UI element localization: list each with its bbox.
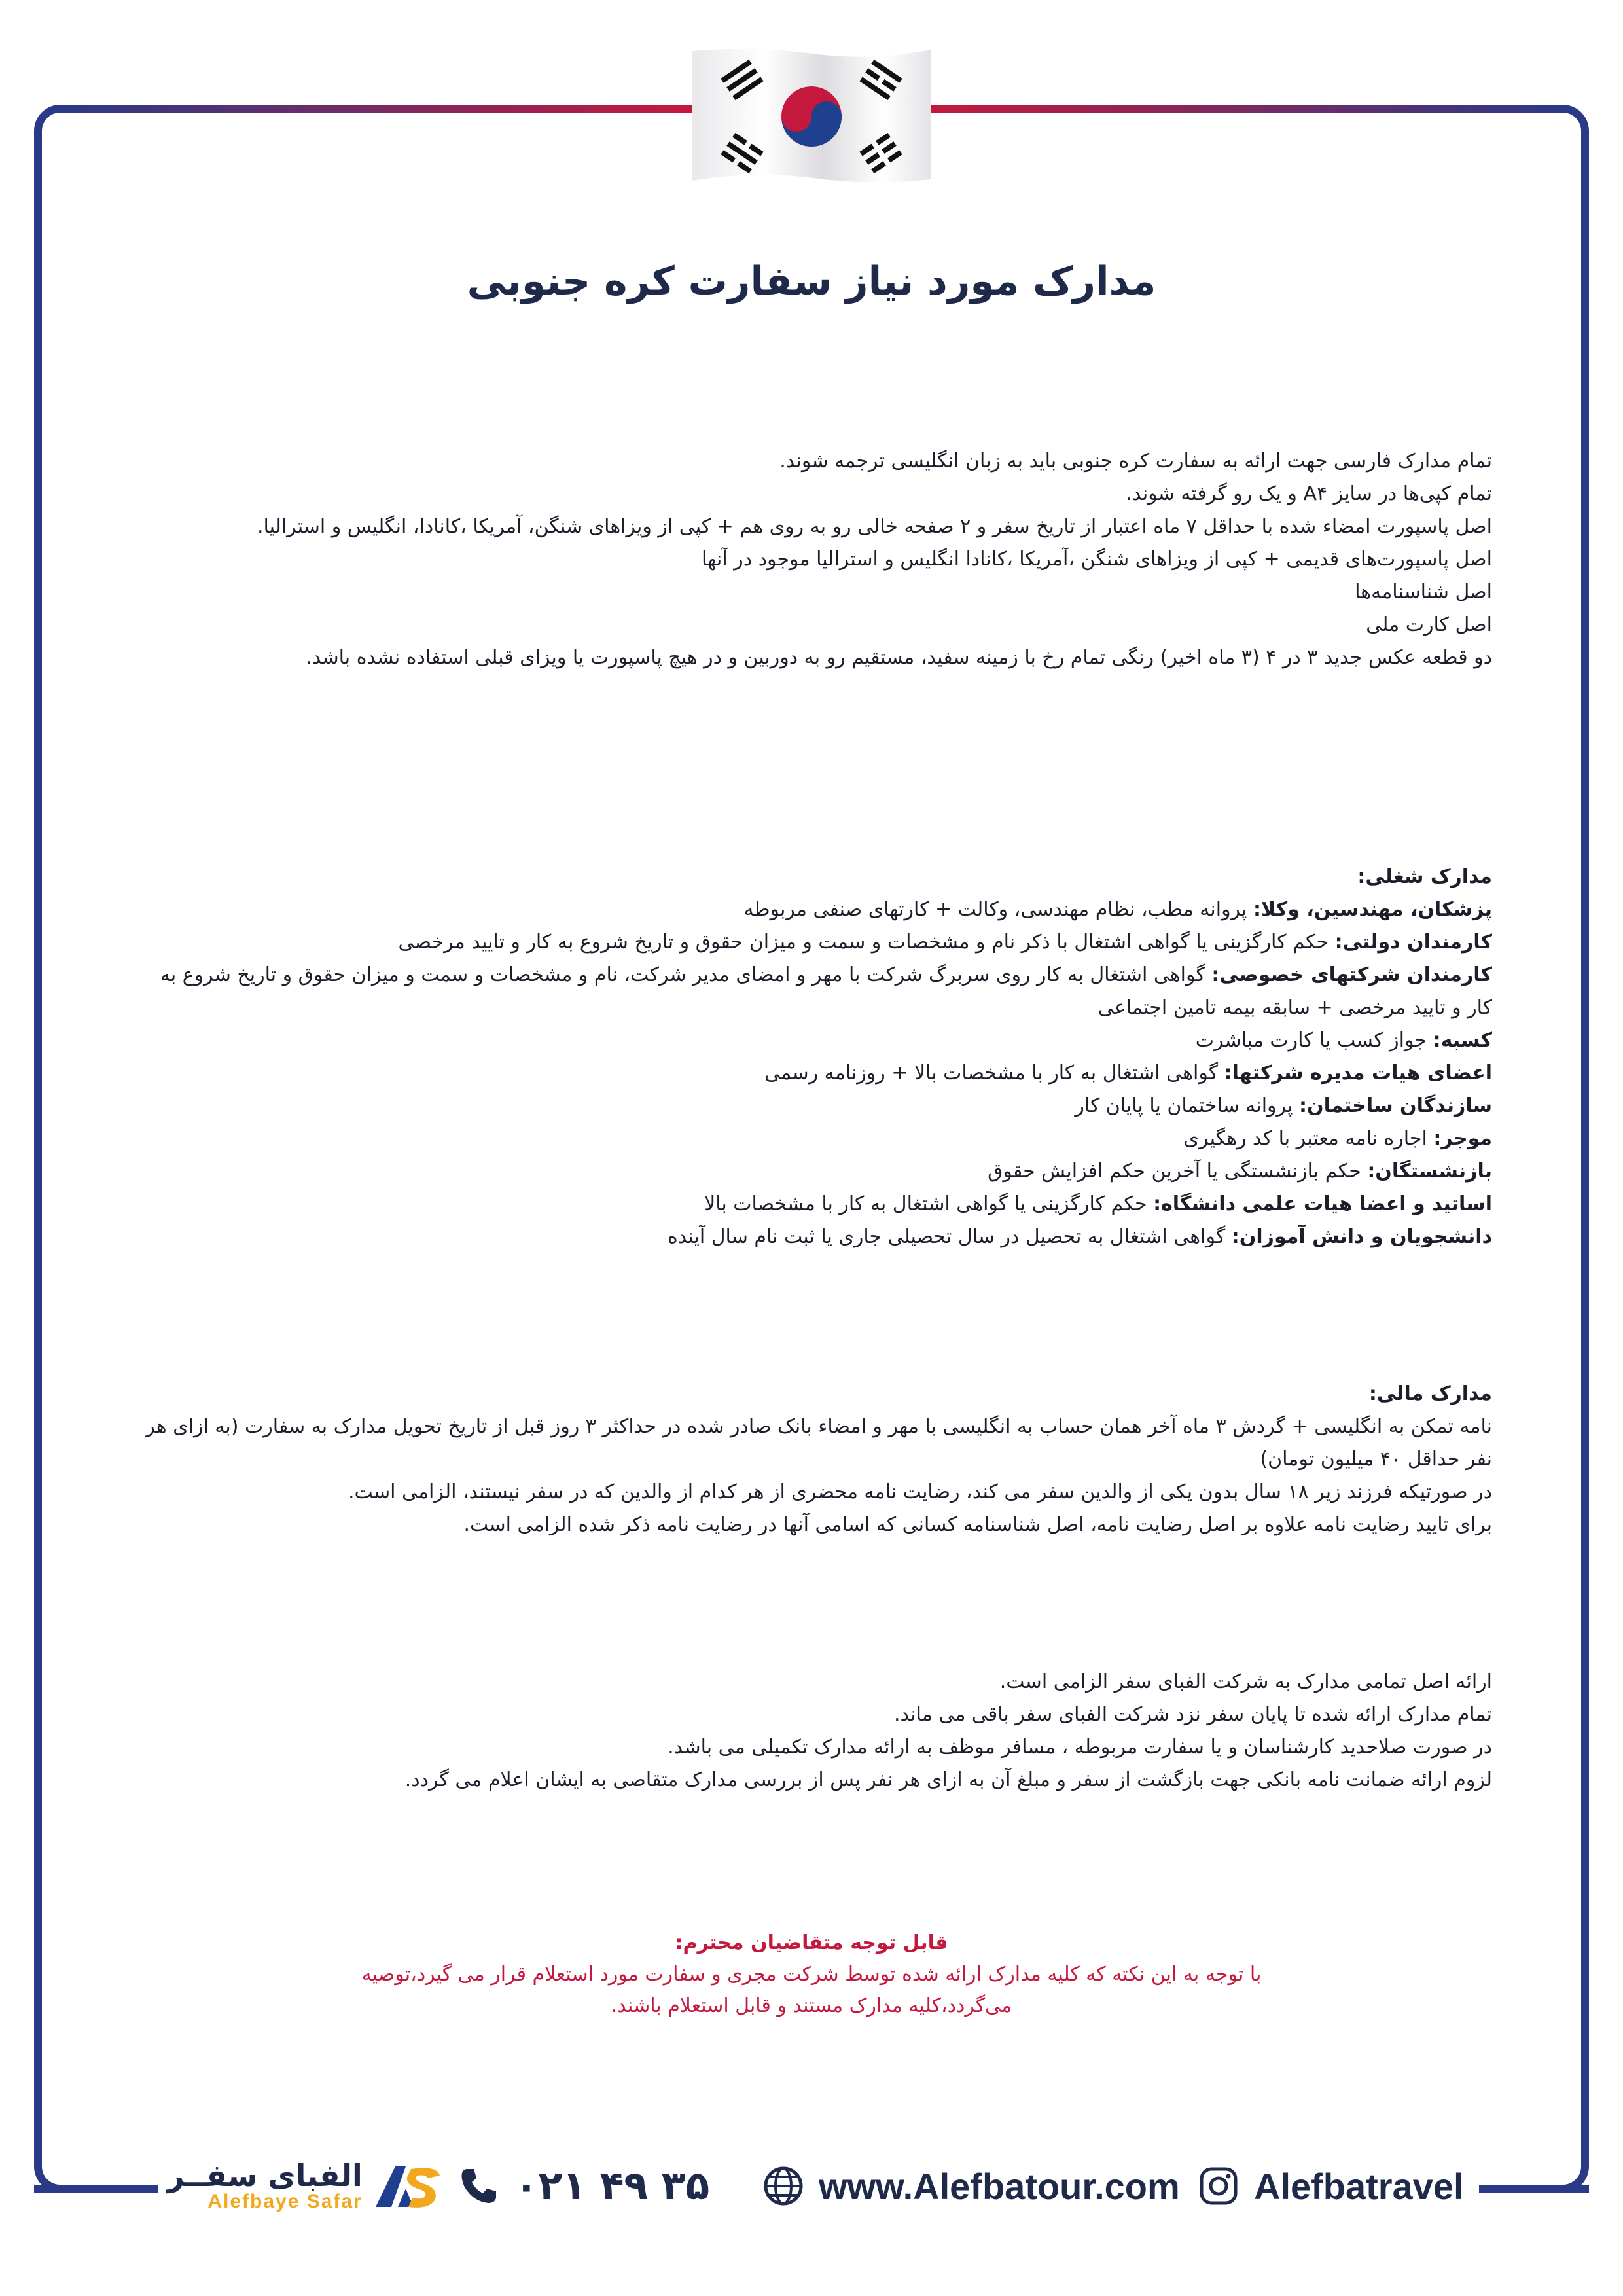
job-item bbox=[141, 1155, 1492, 1188]
job-item-text: حکم بازنشستگی یا آخرین حکم افزایش حقوق bbox=[988, 1160, 1368, 1183]
frame-left bbox=[34, 156, 42, 2145]
job-item-label: پزشکان، مهندسین، وکلا: bbox=[1253, 898, 1492, 921]
applicant-notice bbox=[288, 1928, 1335, 2022]
job-item-label: اعضای هیات مدیره شرکتها: bbox=[1224, 1062, 1492, 1085]
job-item-text: گواهی اشتغال به کار با مشخصات بالا + روزنامه رسمی bbox=[764, 1062, 1224, 1085]
requirement-line: دو قطعه عکس جدید ۳ در ۴ (۳ ماه اخیر) رنگی تمام رخ با زمینه سفید، مستقیم رو به دوربین و در هیچ پاسپورت یا ویزای قبلی استفاده نشده باشد. bbox=[306, 646, 1492, 669]
frame-right bbox=[1581, 156, 1589, 2145]
job-item bbox=[141, 893, 1492, 926]
section-heading: مدارک شغلی: bbox=[1357, 865, 1492, 888]
frame-corner bbox=[1537, 105, 1589, 157]
company-logo bbox=[167, 2160, 444, 2212]
page-title: مدارک مورد نیاز سفارت کره جنوبی bbox=[467, 259, 1156, 304]
instagram-handle[interactable]: Alefbatravel bbox=[1254, 2165, 1464, 2207]
job-item-label: کارمندان شرکتهای خصوصی: bbox=[1211, 963, 1492, 986]
job-item bbox=[141, 1057, 1492, 1090]
job-item bbox=[141, 926, 1492, 959]
frame-corner bbox=[34, 105, 86, 157]
job-item bbox=[141, 1090, 1492, 1122]
notice-line: می‌گردد،کلیه مدارک مستند و قابل استعلام باشند. bbox=[611, 1994, 1012, 2017]
job-item-text: اجاره نامه معتبر با کد رهگیری bbox=[1183, 1127, 1434, 1150]
job-item bbox=[141, 1188, 1492, 1221]
requirement-line: تمام کپی‌ها در سایز A۴ و یک رو گرفته شوند. bbox=[1126, 482, 1492, 505]
job-item bbox=[141, 959, 1492, 1024]
requirement-line: اصل شناسنامه‌ها bbox=[1355, 581, 1492, 603]
job-item-text: جواز کسب یا کارت مباشرت bbox=[1195, 1029, 1433, 1052]
general-requirements bbox=[141, 445, 1492, 674]
logo-text-en: Alefbaye Safar bbox=[207, 2191, 363, 2212]
requirement-line: تمام مدارک فارسی جهت ارائه به سفارت کره جنوبی باید به زبان انگلیسی ترجمه شوند. bbox=[779, 450, 1492, 473]
agency-line: لزوم ارائه ضمانت نامه بانکی جهت بازگشت از سفر و مبلغ آن به ازای هر نفر پس از بررسی مدارک متقاصی به ایشان اعلام می گردد. bbox=[404, 1768, 1492, 1791]
agency-line: ارائه اصل تمامی مدارک به شرکت الفبای سفر الزامی است. bbox=[999, 1670, 1492, 1693]
requirement-line: اصل پاسپورت امضاء شده با حداقل ۷ ماه اعتبار از تاریخ سفر و ۲ صفحه خالی رو به روی هم + کپی از ویزاهای شنگن، آمریکا ،کانادا، انگلیس و استرالیا. bbox=[257, 515, 1492, 538]
section-heading: مدارک مالی: bbox=[1368, 1382, 1492, 1405]
requirement-line: اصل پاسپورت‌های قدیمی + کپی از ویزاهای شنگن ،آمریکا ،کانادا انگلیس و استرالیا موجود در آنها bbox=[702, 548, 1492, 571]
south-korea-flag bbox=[688, 46, 935, 186]
agency-line: تمام مدارک ارائه شده تا پایان سفر نزد شرکت الفبای سفر باقی می ماند. bbox=[893, 1703, 1492, 1726]
job-item-label: دانشجویان و دانش آموزان: bbox=[1231, 1225, 1492, 1248]
frame-top-bar bbox=[929, 105, 1563, 113]
job-item bbox=[141, 1122, 1492, 1155]
requirement-line: اصل کارت ملی bbox=[1366, 613, 1492, 636]
website-link[interactable]: www.Alefbatour.com bbox=[819, 2165, 1180, 2207]
job-item-text: حکم کارگزینی یا گواهی اشتغال به کار با مشخصات بالا bbox=[704, 1193, 1154, 1215]
job-documents bbox=[141, 861, 1492, 1253]
notice-line: با توجه به این نکته که کلیه مدارک ارائه شده توسط شرکت مجری و سفارت مورد استعلام قرار می گیرد،توصیه bbox=[361, 1963, 1262, 1986]
frame-top-bar bbox=[60, 105, 694, 113]
instagram-contact[interactable] bbox=[1198, 2160, 1464, 2212]
job-item bbox=[141, 1024, 1492, 1057]
instagram-icon bbox=[1198, 2165, 1240, 2207]
logo-text-fa: الفبای سفــر bbox=[167, 2158, 363, 2193]
job-item-label: کسبه: bbox=[1433, 1029, 1492, 1052]
phone-number[interactable]: ۰۲۱ ۴۹ ۳۵ bbox=[514, 2163, 710, 2209]
website-contact[interactable] bbox=[762, 2160, 1180, 2212]
job-item-text: پروانه ساختمان یا پایان کار bbox=[1075, 1094, 1299, 1117]
agency-notes bbox=[141, 1666, 1492, 1797]
footer-bar bbox=[34, 2185, 158, 2193]
job-item-text: حکم کارگزینی یا گواهی اشتغال با ذکر نام و مشخصات و سمت و میزان حقوق و تاریخ شروع به کار و تایید مرخصی bbox=[398, 931, 1335, 954]
job-item-text: گواهی اشتغال به کار روی سربرگ شرکت با مهر و امضای مدیر شرکت، نام و مشخصات و سمت و میزان حقوق و تاریخ شروع به کار و تایید مرخصی + سابقه بیمه تامین اجتماعی bbox=[160, 963, 1492, 1019]
job-item-label: کارمندان دولتی: bbox=[1334, 931, 1492, 954]
phone-icon bbox=[458, 2165, 500, 2207]
financial-line: نامه تمکن به انگلیسی + گردش ۳ ماه آخر همان حساب به انگلیسی با مهر و امضاء بانک صادر شده در حداکثر ۳ روز قبل از تاریخ تحویل مدارک به سفارت (به ازای هر نفر حداقل ۴۰ میلیون تومان) bbox=[145, 1415, 1492, 1471]
job-item-label: اساتید و اعضا هیات علمی دانشگاه: bbox=[1153, 1193, 1492, 1215]
job-item-label: موجر: bbox=[1433, 1127, 1492, 1150]
financial-line: در صورتیکه فرزند زیر ۱۸ سال بدون یکی از والدین سفر می کند، رضایت نامه محضری از هر کدام از والدین که در سفر نیستند، الزامی است. bbox=[348, 1480, 1492, 1503]
financial-line: برای تایید رضایت نامه علاوه بر اصل رضایت نامه، اصل شناسنامه کسانی که اسامی آنها در رضایت نامه ذکر شده الزامی است. bbox=[463, 1513, 1492, 1536]
notice-heading: قابل توجه متقاضیان محترم: bbox=[675, 1931, 948, 1954]
job-item-label: بازنشستگان: bbox=[1367, 1160, 1492, 1183]
job-item-label: سازندگان ساختمان: bbox=[1298, 1094, 1492, 1117]
agency-line: در صورت صلاحدید کارشناسان و یا سفارت مربوطه ، مسافر موظف به ارائه مدارک تکمیلی می باشد. bbox=[668, 1736, 1492, 1759]
globe-icon bbox=[762, 2165, 804, 2207]
footer-bar bbox=[1479, 2185, 1589, 2193]
job-item-text: گواهی اشتغال به تحصیل در سال تحصیلی جاری یا ثبت نام سال آینده bbox=[668, 1225, 1232, 1248]
job-item bbox=[141, 1221, 1492, 1253]
financial-documents bbox=[141, 1378, 1492, 1541]
job-item-text: پروانه مطب، نظام مهندسی، وکالت + کارتهای صنفی مربوطه bbox=[743, 898, 1253, 921]
alefba-logo-icon bbox=[372, 2160, 444, 2212]
phone-contact[interactable] bbox=[458, 2160, 709, 2212]
